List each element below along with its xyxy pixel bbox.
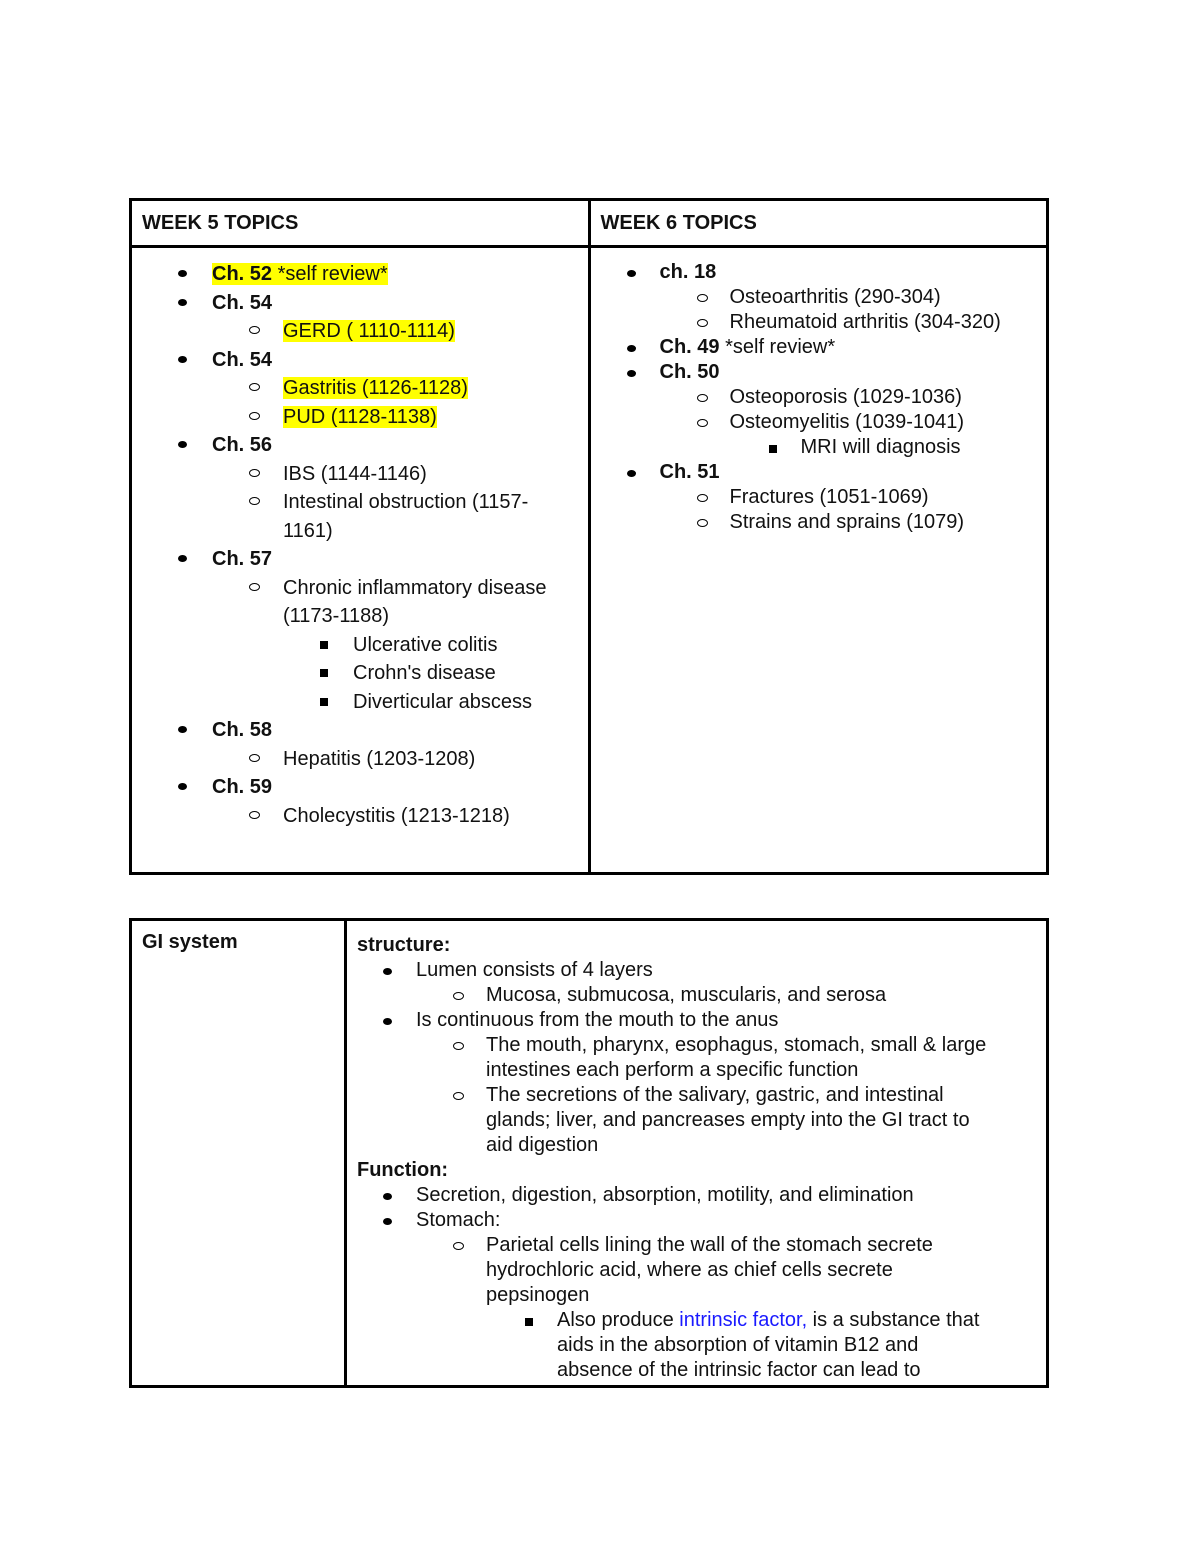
list-item: Rheumatoid arthritis (304-320) (591, 310, 1047, 335)
list-item: The secretions of the salivary, gastric, and intestinal (347, 1083, 1046, 1108)
list-item: Ch. 52 *self review* (132, 260, 588, 289)
list-item-continued: 1161) (283, 519, 333, 542)
list-item-continued: aid digestion (486, 1134, 599, 1156)
list-item: Secretion, digestion, absorption, motility, and elimination (347, 1183, 1046, 1208)
list-item: Ch. 58 (132, 716, 588, 745)
gi-content-cell (346, 920, 1048, 1387)
week5-cell (131, 247, 590, 874)
list-item: Also produce intrinsic factor, is a substance that (347, 1308, 1046, 1333)
list-item-continued: (1173-1188) (283, 605, 389, 627)
list-item: Ch. 51 (591, 460, 1047, 485)
list-item-continued: intestines each perform a specific function (486, 1059, 859, 1081)
week5-header: WEEK 5 TOPICS (131, 200, 590, 247)
list-item-continued: absence of the intrinsic factor can lead to (557, 1359, 921, 1381)
list-item: Crohn's disease (132, 659, 588, 688)
list-item-continued: pepsinogen (486, 1284, 590, 1306)
structure-heading: structure: (357, 934, 451, 956)
list-item: Osteoporosis (1029-1036) (591, 385, 1047, 410)
list-item: Ch. 54 (132, 346, 588, 375)
gi-label: GI system (142, 931, 238, 953)
list-item: Ch. 54 (132, 289, 588, 318)
list-item: GERD ( 1110-1114) (132, 317, 588, 346)
gi-system-table (129, 918, 1049, 1388)
list-item: Is continuous from the mouth to the anus (347, 1008, 1046, 1033)
list-item: Ch. 50 (591, 360, 1047, 385)
list-item: Ch. 59 (132, 773, 588, 802)
list-item: Osteomyelitis (1039-1041) (591, 410, 1047, 435)
list-item: Ch. 56 (132, 431, 588, 460)
function-heading: Function: (357, 1159, 449, 1181)
list-item: Mucosa, submucosa, muscularis, and serosa (347, 983, 1046, 1008)
list-item: Chronic inflammatory disease (132, 574, 588, 603)
list-item: Hepatitis (1203-1208) (132, 745, 588, 774)
list-item: Diverticular abscess (132, 688, 588, 717)
list-item: Gastritis (1126-1128) (132, 374, 588, 403)
gi-label-cell (131, 920, 346, 1387)
list-item: Osteoarthritis (290-304) (591, 285, 1047, 310)
list-item: Ch. 49 *self review* (591, 335, 1047, 360)
list-item: The mouth, pharynx, esophagus, stomach, small & large (347, 1033, 1046, 1058)
list-item: PUD (1128-1138) (132, 403, 588, 432)
list-item-continued: hydrochloric acid, where as chief cells secrete (486, 1259, 893, 1281)
list-item-continued: aids in the absorption of vitamin B12 and (557, 1334, 919, 1356)
list-item: Fractures (1051-1069) (591, 485, 1047, 510)
list-item: Intestinal obstruction (1157- (132, 488, 588, 517)
list-item-continued: glands; liver, and pancreases empty into the GI tract to (486, 1109, 970, 1131)
list-item: Ch. 57 (132, 545, 588, 574)
topics-table (129, 198, 1049, 875)
week6-header: WEEK 6 TOPICS (589, 200, 1048, 247)
intrinsic-factor-link[interactable]: intrinsic factor, (679, 1309, 808, 1331)
week6-cell (589, 247, 1048, 874)
list-item: ch. 18 (591, 260, 1047, 285)
list-item: Lumen consists of 4 layers (347, 958, 1046, 983)
list-item: Strains and sprains (1079) (591, 510, 1047, 535)
list-item: Cholecystitis (1213-1218) (132, 802, 588, 831)
list-item: Ulcerative colitis (132, 631, 588, 660)
list-item: Parietal cells lining the wall of the stomach secrete (347, 1233, 1046, 1258)
list-item: IBS (1144-1146) (132, 460, 588, 489)
list-item: MRI will diagnosis (591, 435, 1047, 460)
list-item: Stomach: (347, 1208, 1046, 1233)
